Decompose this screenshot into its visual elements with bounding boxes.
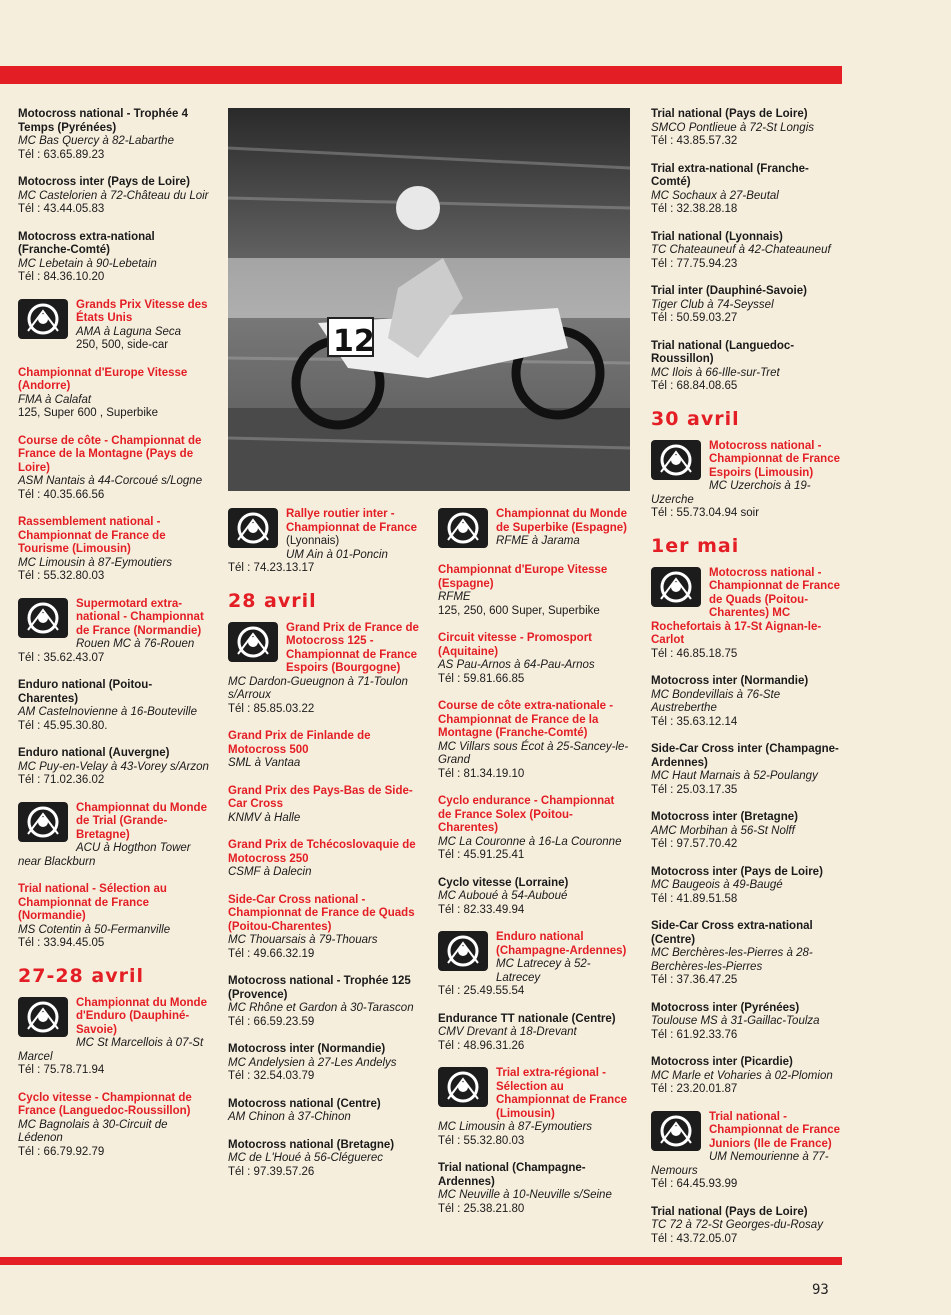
event-phone: Tél : 46.85.18.75 bbox=[651, 647, 738, 660]
bottom-red-bar bbox=[0, 1257, 842, 1265]
motocross-icon bbox=[651, 440, 701, 480]
event-title: Motocross inter (Pyrénées) bbox=[651, 1001, 800, 1014]
event-phone: Tél : 49.66.32.19 bbox=[228, 947, 315, 960]
event-organizer: MC Berchères-les-Pierres à 28-Berchères-les-Pierres bbox=[651, 947, 813, 973]
event-entry bbox=[438, 1067, 630, 1148]
event-title: Motocross inter (Picardie) bbox=[651, 1056, 793, 1068]
event-title: Trial national (Champagne-Ardennes) bbox=[438, 1162, 586, 1188]
event-entry bbox=[438, 564, 630, 618]
rally-icon bbox=[228, 508, 278, 548]
motocross-icon bbox=[651, 567, 701, 607]
event-entry bbox=[438, 877, 630, 918]
event-organizer: AM Castelnovienne à 16-Bouteville bbox=[18, 706, 197, 718]
event-phone: Tél : 43.72.05.07 bbox=[651, 1232, 738, 1245]
event-organizer: MC St Marcellois à 07-St Marcel bbox=[18, 1037, 204, 1063]
event-title: Side-Car Cross extra-national (Centre) bbox=[651, 920, 813, 946]
event-phone: Tél : 74.23.13.17 bbox=[228, 562, 315, 574]
event-entry bbox=[651, 1206, 843, 1247]
event-entry bbox=[438, 700, 630, 781]
event-organizer: MC Bagnolais à 30-Circuit de Lédenon bbox=[18, 1118, 168, 1144]
event-organizer: Tiger Club à 74-Seyssel bbox=[651, 298, 774, 311]
event-entry bbox=[651, 1002, 843, 1043]
event-title: Circuit vitesse - Promosport (Aquitaine) bbox=[438, 632, 593, 658]
event-organizer: MC Villars sous Écot à 25-Sancey-le-Grand bbox=[438, 740, 629, 766]
event-title: Enduro national (Auvergne) bbox=[18, 747, 170, 759]
event-organizer: FMA à Calafat bbox=[18, 393, 92, 406]
date-heading-28: 28 avril bbox=[228, 589, 317, 612]
event-phone: Tél : 45.95.30.80. bbox=[18, 719, 108, 732]
event-title: Motocross extra-national (Franche-Comté) bbox=[18, 230, 155, 256]
event-entry bbox=[18, 883, 210, 951]
event-phone: Tél : 85.85.03.22 bbox=[228, 702, 315, 715]
event-phone: Tél : 82.33.49.94 bbox=[438, 903, 525, 916]
road-racing-icon bbox=[18, 299, 68, 339]
event-entry bbox=[651, 163, 843, 217]
event-entry bbox=[18, 516, 210, 584]
event-title: Championnat du Monde d'Enduro (Dauphiné-Savoie) bbox=[76, 996, 207, 1036]
event-entry bbox=[18, 299, 210, 353]
event-phone: Tél : 84.36.10.20 bbox=[18, 271, 105, 283]
column-3 bbox=[438, 508, 630, 1230]
event-organizer: MS Cotentin à 50-Fermanville bbox=[18, 923, 171, 936]
event-title: Side-Car Cross national - Championnat de France de Quads (Poitou-Charentes) bbox=[228, 893, 415, 933]
event-entry bbox=[228, 508, 420, 576]
event-phone: Tél : 35.62.43.07 bbox=[18, 651, 105, 664]
superbike-icon bbox=[438, 508, 488, 548]
event-organizer: AMC Morbihan à 56-St Nolff bbox=[651, 824, 795, 837]
event-entry bbox=[438, 1162, 630, 1216]
event-entry bbox=[228, 975, 420, 1029]
event-organizer: MC La Couronne à 16-La Couronne bbox=[438, 835, 622, 848]
event-organizer: Toulouse MS à 31-Gaillac-Toulza bbox=[651, 1015, 820, 1027]
event-entry bbox=[438, 795, 630, 863]
event-entry bbox=[651, 920, 843, 988]
event-phone: Tél : 40.35.66.56 bbox=[18, 488, 105, 501]
col4a-entries bbox=[651, 108, 843, 394]
event-entry bbox=[651, 1111, 843, 1192]
event-title: Cyclo vitesse (Lorraine) bbox=[438, 876, 569, 889]
event-phone: Tél : 35.63.12.14 bbox=[651, 715, 738, 728]
event-organizer: MC Thouarsais à 79-Thouars bbox=[228, 934, 378, 946]
event-title: Trial national (Pays de Loire) bbox=[651, 108, 808, 120]
event-organizer: MC Limousin à 87-Eymoutiers bbox=[18, 556, 173, 569]
event-title: Motocross national (Centre) bbox=[228, 1097, 381, 1110]
event-title: Grands Prix Vitesse des États Unis bbox=[76, 298, 208, 324]
event-phone: Tél : 68.84.08.65 bbox=[651, 380, 738, 392]
event-organizer: MC Rhône et Gardon à 30-Tarascon bbox=[228, 1002, 414, 1014]
event-phone: Tél : 81.34.19.10 bbox=[438, 767, 525, 780]
event-entry bbox=[228, 622, 420, 717]
event-title: Trial national (Lyonnais) bbox=[651, 230, 783, 243]
event-organizer: UM Nemourienne à 77-Nemours bbox=[651, 1151, 829, 1177]
date-heading-27-28: 27-28 avril bbox=[18, 964, 144, 987]
event-entry bbox=[651, 743, 843, 797]
event-title: Motocross inter (Bretagne) bbox=[651, 811, 798, 823]
event-phone: Tél : 48.96.31.26 bbox=[438, 1039, 525, 1052]
event-phone: Tél : 75.78.71.94 bbox=[18, 1064, 105, 1076]
event-phone: Tél : 33.94.45.05 bbox=[18, 937, 105, 949]
col2a-entries bbox=[228, 508, 420, 576]
event-entry bbox=[228, 1139, 420, 1180]
event-phone: Tél : 59.81.66.85 bbox=[438, 672, 525, 685]
event-phone: Tél : 32.54.03.79 bbox=[228, 1070, 315, 1082]
event-entry bbox=[438, 931, 630, 999]
event-title: Championnat d'Europe Vitesse (Espagne) bbox=[438, 564, 608, 590]
event-phone: Tél : 45.91.25.41 bbox=[438, 849, 525, 861]
event-title: Trial national - Sélection au Championnat de France (Normandie) bbox=[18, 883, 167, 922]
event-region: (Lyonnais) bbox=[286, 535, 340, 547]
event-entry bbox=[651, 108, 843, 149]
event-phone: Tél : 23.20.01.87 bbox=[651, 1083, 738, 1095]
event-title: Motocross national - Championnat de France Espoirs (Limousin) bbox=[709, 439, 840, 479]
event-organizer: TC 72 à 72-St Georges-du-Rosay bbox=[651, 1219, 823, 1231]
event-title: Motocross inter (Pays de Loire) bbox=[18, 176, 190, 188]
event-organizer: CMV Drevant à 18-Drevant bbox=[438, 1026, 577, 1038]
event-organizer: ASM Nantais à 44-Corcoué s/Logne bbox=[18, 475, 203, 487]
event-title: Championnat du Monde de Trial (Grande-Bretagne) bbox=[76, 801, 207, 841]
event-entry bbox=[651, 340, 843, 394]
col1-entries bbox=[18, 108, 210, 951]
supermotard-icon bbox=[18, 598, 68, 638]
event-phone: Tél : 97.57.70.42 bbox=[651, 838, 738, 850]
event-entry bbox=[18, 108, 210, 162]
col4b-entries bbox=[651, 440, 843, 521]
event-entry bbox=[651, 440, 843, 521]
event-entry bbox=[651, 285, 843, 326]
column-4 bbox=[651, 108, 843, 1260]
enduro-icon bbox=[438, 931, 488, 971]
event-phone: Tél : 41.89.51.58 bbox=[651, 892, 738, 905]
event-organizer: MC de L'Houé à 56-Cléguerec bbox=[228, 1152, 383, 1164]
event-entry bbox=[438, 1013, 630, 1054]
event-organizer: RFME à Jarama bbox=[496, 535, 580, 547]
event-title: Trial national (Pays de Loire) bbox=[651, 1205, 808, 1218]
event-title: Cyclo endurance - Championnat de France Solex (Poitou-Charentes) bbox=[438, 795, 615, 834]
event-entry bbox=[228, 730, 420, 771]
event-entry bbox=[651, 811, 843, 852]
event-phone: Tél : 66.79.92.79 bbox=[18, 1145, 105, 1158]
event-entry bbox=[18, 747, 210, 788]
trial-icon bbox=[438, 1067, 488, 1107]
column-2 bbox=[228, 508, 420, 1193]
event-title: Grand Prix de Finlande de Motocross 500 bbox=[228, 730, 371, 756]
event-phone: Tél : 25.49.55.54 bbox=[438, 985, 525, 997]
event-phone: Tél : 43.85.57.32 bbox=[651, 135, 738, 147]
event-organizer: MC Neuville à 10-Neuville s/Seine bbox=[438, 1189, 612, 1201]
event-organizer: ACU à Hogthon Tower near Blackburn bbox=[18, 842, 191, 868]
event-entry bbox=[18, 1092, 210, 1160]
svg-text:12: 12 bbox=[333, 324, 375, 359]
event-title: Grand Prix de France de Motocross 125 - Championnat de France Espoirs (Bourgogne) bbox=[286, 621, 419, 674]
event-title: Trial national (Languedoc-Roussillon) bbox=[651, 339, 795, 365]
event-phone: 125, 250, 600 Super, Superbike bbox=[438, 604, 600, 617]
event-organizer: MC Uzerchois à 19-Uzerche bbox=[651, 480, 811, 506]
event-organizer: TC Chateauneuf à 42-Chateauneuf bbox=[651, 244, 831, 256]
event-phone: Tél : 37.36.47.25 bbox=[651, 974, 738, 986]
event-title: Championnat du Monde de Superbike (Espagne) bbox=[496, 508, 628, 534]
enduro-icon bbox=[18, 997, 68, 1037]
event-title: Cyclo vitesse - Championnat de France (Languedoc-Roussillon) bbox=[18, 1091, 192, 1117]
event-organizer: UM Ain à 01-Poncin bbox=[286, 548, 388, 561]
event-phone: Tél : 71.02.36.02 bbox=[18, 774, 105, 786]
event-title: Motocross national - Trophée 4 Temps (Pyrénées) bbox=[18, 108, 188, 134]
event-title: Motocross inter (Normandie) bbox=[228, 1043, 386, 1055]
event-title: Rassemblement national - Championnat de France de Tourisme (Limousin) bbox=[18, 516, 166, 555]
event-title: Motocross national (Bretagne) bbox=[228, 1138, 395, 1151]
event-phone: Tél : 55.32.80.03 bbox=[438, 1134, 525, 1147]
event-title: Enduro national (Poitou-Charentes) bbox=[18, 679, 153, 705]
event-organizer: MC Andelysien à 27-Les Andelys bbox=[228, 1056, 397, 1069]
event-organizer: KNMV à Halle bbox=[228, 811, 301, 824]
event-entry bbox=[228, 894, 420, 962]
event-entry bbox=[651, 567, 843, 662]
event-entry bbox=[651, 866, 843, 907]
event-entry bbox=[18, 231, 210, 285]
event-organizer: MC Dardon-Gueugnon à 71-Toulon s/Arroux bbox=[228, 675, 408, 701]
event-title: Course de côte extra-nationale - Championnat de France de la Montagne (Franche-Comté) bbox=[438, 700, 614, 739]
event-title: Trial extra-national (Franche-Comté) bbox=[651, 162, 809, 188]
event-title: Grand Prix de Tchécoslovaquie de Motocross 250 bbox=[228, 839, 416, 865]
event-organizer: MC Castelorien à 72-Château du Loir bbox=[18, 189, 209, 202]
event-entry bbox=[651, 231, 843, 272]
event-organizer: AMA à Laguna Seca bbox=[76, 325, 182, 338]
event-phone: Tél : 50.59.03.27 bbox=[651, 312, 738, 324]
event-phone: Tél : 55.73.04.94 soir bbox=[651, 507, 760, 519]
event-organizer: SML à Vantaa bbox=[228, 757, 301, 769]
motocross-photo bbox=[228, 108, 630, 491]
col1b-entries bbox=[18, 997, 210, 1160]
event-title: Motocross national - Championnat de France de Quads (Poitou-Charentes) MC Rochefortais à 17-St Aignan-le-Carlot bbox=[651, 566, 840, 646]
event-title: Motocross national - Trophée 125 (Provence) bbox=[228, 975, 411, 1001]
event-title: Championnat d'Europe Vitesse (Andorre) bbox=[18, 366, 188, 392]
event-organizer: SMCO Pontlieue à 72-St Longis bbox=[651, 121, 815, 134]
event-phone: Tél : 61.92.33.76 bbox=[651, 1028, 738, 1041]
event-organizer: MC Baugeois à 49-Baugé bbox=[651, 879, 783, 891]
event-title: Trial extra-régional - Sélection au Championnat de France (Limousin) bbox=[496, 1067, 627, 1120]
event-organizer: MC Lebetain à 90-Lebetain bbox=[18, 257, 157, 270]
event-entry bbox=[228, 785, 420, 826]
event-entry bbox=[228, 1043, 420, 1084]
event-title: Trial inter (Dauphiné-Savoie) bbox=[651, 285, 807, 297]
event-phone: 125, Super 600 , Superbike bbox=[18, 407, 159, 419]
event-entry bbox=[438, 632, 630, 686]
event-phone: Tél : 55.32.80.03 bbox=[18, 570, 105, 582]
event-entry bbox=[228, 839, 420, 880]
event-phone: Tél : 25.03.17.35 bbox=[651, 783, 738, 796]
event-entry bbox=[228, 1098, 420, 1125]
event-entry bbox=[18, 802, 210, 870]
trial-icon bbox=[18, 802, 68, 842]
event-title: Enduro national (Champagne-Ardennes) bbox=[496, 931, 627, 957]
event-entry bbox=[18, 598, 210, 666]
event-entry bbox=[18, 367, 210, 421]
col3-entries bbox=[438, 508, 630, 1216]
event-phone: Tél : 32.38.28.18 bbox=[651, 203, 738, 215]
page-number: 93 bbox=[812, 1282, 829, 1298]
event-phone: Tél : 97.39.57.26 bbox=[228, 1165, 315, 1178]
event-title: Trial national - Championnat de France Juniors (Ile de France) bbox=[709, 1110, 840, 1150]
event-title: Rallye routier inter - Championnat de France bbox=[286, 508, 417, 534]
event-organizer: MC Marle et Voharies à 02-Plomion bbox=[651, 1069, 833, 1082]
event-organizer: Rouen MC à 76-Rouen bbox=[76, 638, 195, 650]
event-organizer: RFME bbox=[438, 591, 471, 603]
trial-icon bbox=[651, 1111, 701, 1151]
col4c-entries bbox=[651, 567, 843, 1247]
event-phone: Tél : 43.44.05.83 bbox=[18, 203, 105, 215]
event-phone: 250, 500, side-car bbox=[76, 339, 169, 351]
event-organizer: MC Auboué à 54-Auboué bbox=[438, 890, 568, 902]
event-organizer: AS Pau-Arnos à 64-Pau-Arnos bbox=[438, 659, 595, 671]
motocross-icon bbox=[228, 622, 278, 662]
event-organizer: MC Puy-en-Velay à 43-Vorey s/Arzon bbox=[18, 760, 209, 773]
event-organizer: MC Ilois à 66-Ille-sur-Tret bbox=[651, 366, 780, 379]
event-phone: Tél : 25.38.21.80 bbox=[438, 1202, 525, 1215]
event-title: Motocross inter (Pays de Loire) bbox=[651, 865, 823, 878]
event-organizer: MC Limousin à 87-Eymoutiers bbox=[438, 1121, 593, 1133]
event-entry bbox=[18, 435, 210, 503]
event-phone: Tél : 64.45.93.99 bbox=[651, 1178, 738, 1190]
event-organizer: MC Latrecey à 52-Latrecey bbox=[496, 958, 591, 984]
column-1 bbox=[18, 108, 210, 1173]
event-organizer: MC Sochaux à 27-Beutal bbox=[651, 189, 779, 202]
event-title: Course de côte - Championnat de France de la Montagne (Pays de Loire) bbox=[18, 434, 202, 474]
event-title: Motocross inter (Normandie) bbox=[651, 675, 809, 687]
event-organizer: CSMF à Dalecin bbox=[228, 866, 312, 878]
date-heading-30: 30 avril bbox=[651, 407, 740, 430]
date-heading-1-mai: 1er mai bbox=[651, 534, 740, 557]
event-title: Supermotard extra-national - Championnat de France (Normandie) bbox=[76, 597, 204, 637]
event-entry bbox=[18, 679, 210, 733]
event-phone: Tél : 66.59.23.59 bbox=[228, 1015, 315, 1028]
event-phone: Tél : 77.75.94.23 bbox=[651, 257, 738, 270]
event-title: Grand Prix des Pays-Bas de Side-Car Cross bbox=[228, 784, 413, 810]
top-red-bar bbox=[0, 66, 842, 84]
event-organizer: MC Bas Quercy à 82-Labarthe bbox=[18, 135, 174, 147]
event-organizer: MC Bondevillais à 76-Ste Austreberthe bbox=[651, 688, 781, 714]
event-entry bbox=[18, 176, 210, 217]
event-title: Endurance TT nationale (Centre) bbox=[438, 1012, 616, 1025]
event-title: Side-Car Cross inter (Champagne-Ardennes) bbox=[651, 743, 839, 769]
event-entry bbox=[18, 997, 210, 1078]
event-entry bbox=[651, 1056, 843, 1097]
event-phone: Tél : 63.65.89.23 bbox=[18, 148, 105, 161]
event-organizer: AM Chinon à 37-Chinon bbox=[228, 1111, 351, 1123]
event-entry bbox=[651, 675, 843, 729]
col2b-entries bbox=[228, 622, 420, 1180]
event-organizer: MC Haut Marnais à 52-Poulangy bbox=[651, 770, 818, 782]
event-entry bbox=[438, 508, 630, 550]
